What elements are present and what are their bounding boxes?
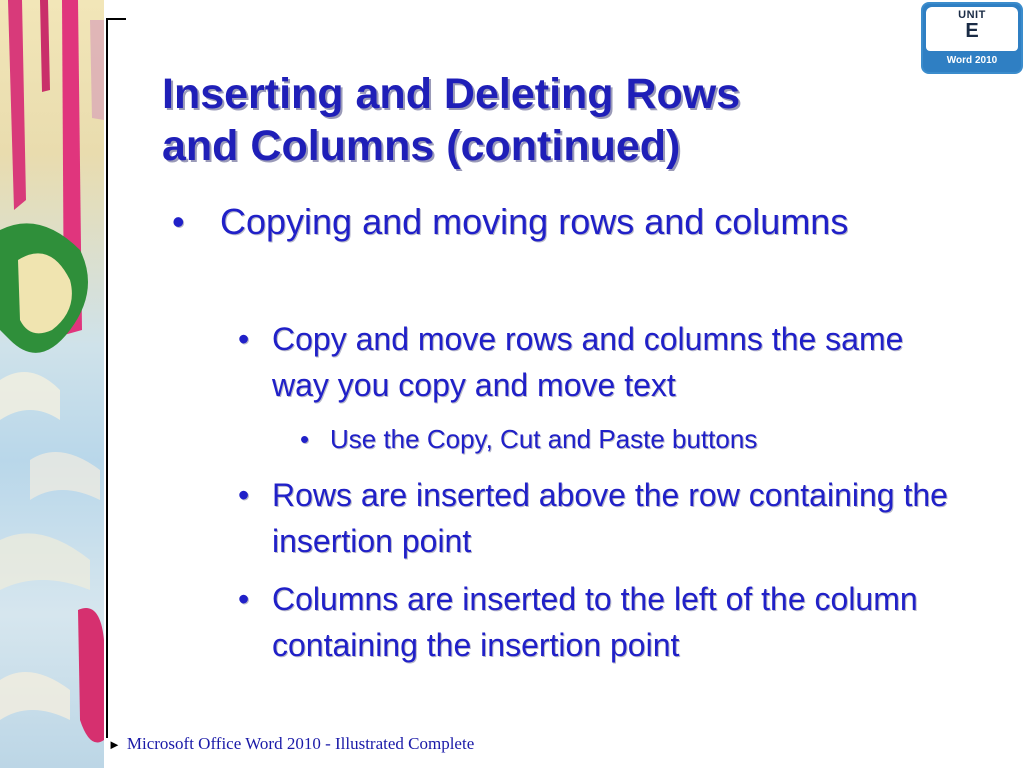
bullet-level-2 (238, 316, 962, 408)
left-border-rule (106, 18, 108, 738)
footer-text: Microsoft Office Word 2010 - Illustrated Complete (126, 734, 475, 753)
unit-badge-header (926, 7, 1018, 51)
bullet-dot-icon: • (172, 201, 185, 242)
bullet-text: Copying and moving rows and columns (220, 201, 849, 242)
bullet-dot-icon: • (300, 424, 310, 454)
bullet-level-3 (300, 422, 950, 456)
corner-mark (106, 18, 126, 40)
bullet-dot-icon: • (238, 477, 250, 513)
bullet-text: Copy and move rows and columns the same way you copy and move text (272, 321, 904, 403)
slide-title-line-2: and Columns (continued) (162, 122, 681, 170)
bullet-level-1 (172, 198, 920, 246)
bullet-text: Use the Copy, Cut and Paste buttons (330, 424, 758, 454)
unit-letter: E (965, 20, 979, 42)
bullet-dot-icon: • (238, 581, 250, 617)
unit-badge (921, 2, 1023, 74)
bullet-text: Columns are inserted to the left of the column containing the insertion point (272, 581, 918, 663)
slide-title-line-1: Inserting and Deleting Rows (162, 70, 741, 118)
footer-arrow-icon: ► (108, 737, 121, 752)
bullet-text: Rows are inserted above the row containing the insertion point (272, 477, 948, 559)
bullet-level-2 (238, 576, 962, 668)
slide-footer (108, 734, 474, 754)
bullet-level-2 (238, 472, 962, 564)
abstract-painting-icon (0, 0, 104, 768)
bullet-dot-icon: • (238, 321, 250, 357)
slide-title (162, 68, 922, 172)
decorative-art-strip (0, 0, 104, 768)
product-label: Word 2010 (946, 55, 998, 66)
unit-word: UNIT (958, 9, 986, 21)
